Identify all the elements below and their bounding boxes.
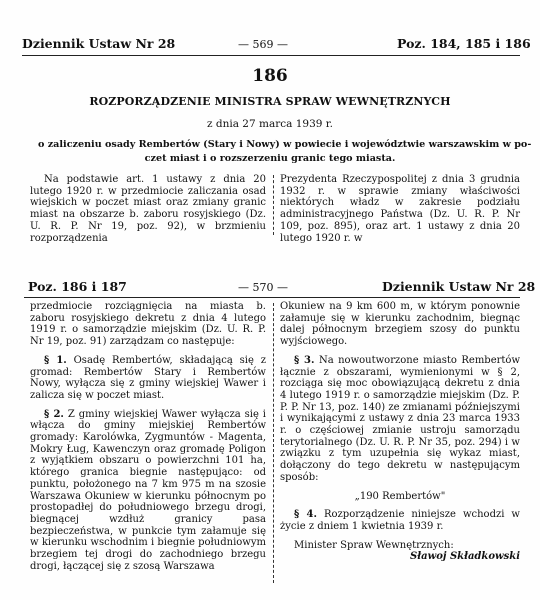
paragraph-2-label: § 2. (44, 408, 64, 420)
column-divider-top (273, 175, 274, 235)
header-rule-top (22, 55, 520, 56)
body-right-column (280, 301, 520, 563)
paragraph-1-text: Osadę Rembertów, składającą się z gromad: Rembertów Stary i Rembertów Nowy, wyłącza się z gminy wiejskiej Wawer i zalicza się w poczet miast. (30, 354, 266, 401)
paragraph-2-text: Z gminy wiejskiej Wawer wyłącza się i włącza do gminy miejskiej Rembertów gromady: Karolówka, Zygmuntów - Magenta, Mokry Ług, Kawenczyn oraz gromadę Poligon z wyjątkiem obszaru o powierzchni 101 ha, którego granica biegnie następująco: od punktu, położonego na 7 km 975 m na szosie Warszawa Okuniew w kierunku północnym po prostopadłej do południowego brzegu drogi, biegnącej wzdłuż granicy pasa bezpieczeństwa, w punkcie tym załamuje się w kierunku wschodnim i biegnie południowym brzegiem tej drogi do zachodniego brzegu drogi, łączącej się z szosą Warszawa (30, 408, 267, 572)
column-divider-bottom (273, 303, 274, 583)
intro-text: przedmiocie rozciągnięcia na miasta b. zaboru rosyjskiego dekretu z dnia 4 lutego 1919 r. o samorządzie miejskim (Dz. U. R. P. Nr 19, poz. 91) zarządzam co następuje: (30, 301, 266, 348)
act-date: z dnia 27 marca 1939 r. (207, 118, 333, 130)
paragraph-4 (280, 509, 520, 532)
paragraph-3 (280, 355, 520, 484)
paragraph-1-label: § 1. (44, 354, 67, 366)
positions-bottom: Poz. 186 i 187 (28, 279, 127, 294)
page-number-bottom: — 570 — (238, 281, 288, 294)
act-subject-line-1: o zaliczeniu osady Rembertów (Stary i Nowy) w powiecie i województwie warszawskim w po- (38, 139, 532, 150)
paragraph-4-text: Rozporządzenie niniejsze wchodzi w życie z dniem 1 kwietnia 1939 r. (280, 509, 520, 532)
paragraph-4-label: § 4. (294, 509, 317, 521)
act-number: 186 (252, 66, 288, 86)
continuation-text: Okuniew na 9 km 600 m, w którym ponownie załamuje się w kierunku zachodnim, biegnąc dalej północnym brzegiem szosy do punktu wyjściowego. (280, 301, 520, 348)
page-number-top: — 569 — (238, 38, 288, 51)
city-list-entry: „190 Rembertów" (354, 490, 446, 502)
header-rule-bottom (24, 297, 520, 298)
act-subject-line-2: czet miast i o rozszerzeniu granic tego miasta. (144, 153, 396, 164)
body-left-column (30, 301, 266, 572)
paragraph-3-label: § 3. (294, 354, 315, 366)
journal-title-bottom: Dziennik Ustaw Nr 28 (382, 279, 536, 294)
preamble-left-column (30, 174, 266, 244)
act-title: ROZPORZĄDZENIE MINISTRA SPRAW WEWNĘTRZNYCH (89, 95, 451, 108)
preamble-right-text: Prezydenta Rzeczypospolitej z dnia 3 grudnia 1932 r. w sprawie zmiany właściwości niektórych władz w zakresie podziału administracyjnego Państwa (Dz. U. R. P. Nr 109, poz. 895), oraz art. 1 ustawy z dnia 20 lutego 1920 r. w (280, 174, 520, 244)
preamble-left-text: Na podstawie art. 1 ustawy z dnia 20 lutego 1920 r. w przedmiocie zaliczania osad wiejskich w poczet miast oraz zmiany granic miast na obszarze b. zaboru rosyjskiego (Dz. U. R. P. Nr 19, poz. 92), w brzmieniu rozporządzenia (30, 174, 266, 244)
journal-title-top: Dziennik Ustaw Nr 28 (22, 36, 176, 51)
paragraph-1 (30, 355, 266, 402)
paragraph-3-text: Na nowoutworzone miasto Rembertów łącznie z obszarami, wymienionymi w § 2, rozciąga się moc obowiązującą dekretu z dnia 4 lutego 1919 r. o samorządzie miejskim (Dz. P. P. P. Nr 13, poz. 140) ze zmianami późniejszymi i wynikającymi z ustawy z dnia 23 marca 1933 r. o częściowej zmianie ustroju samorządu terytorialnego (Dz. U. R. P. Nr 35, poz. 294) i w związku z tym uzupełnia się wykaz miast, dołączony do tego dekretu w następującym sposób: (280, 354, 521, 483)
minister-title: Minister Spraw Wewnętrznych: (294, 539, 454, 551)
paragraph-2 (30, 409, 266, 573)
minister-signature: Sławoj Składkowski (410, 551, 520, 563)
positions-top: Poz. 184, 185 i 186 (397, 36, 531, 51)
preamble-right-column (280, 174, 520, 244)
